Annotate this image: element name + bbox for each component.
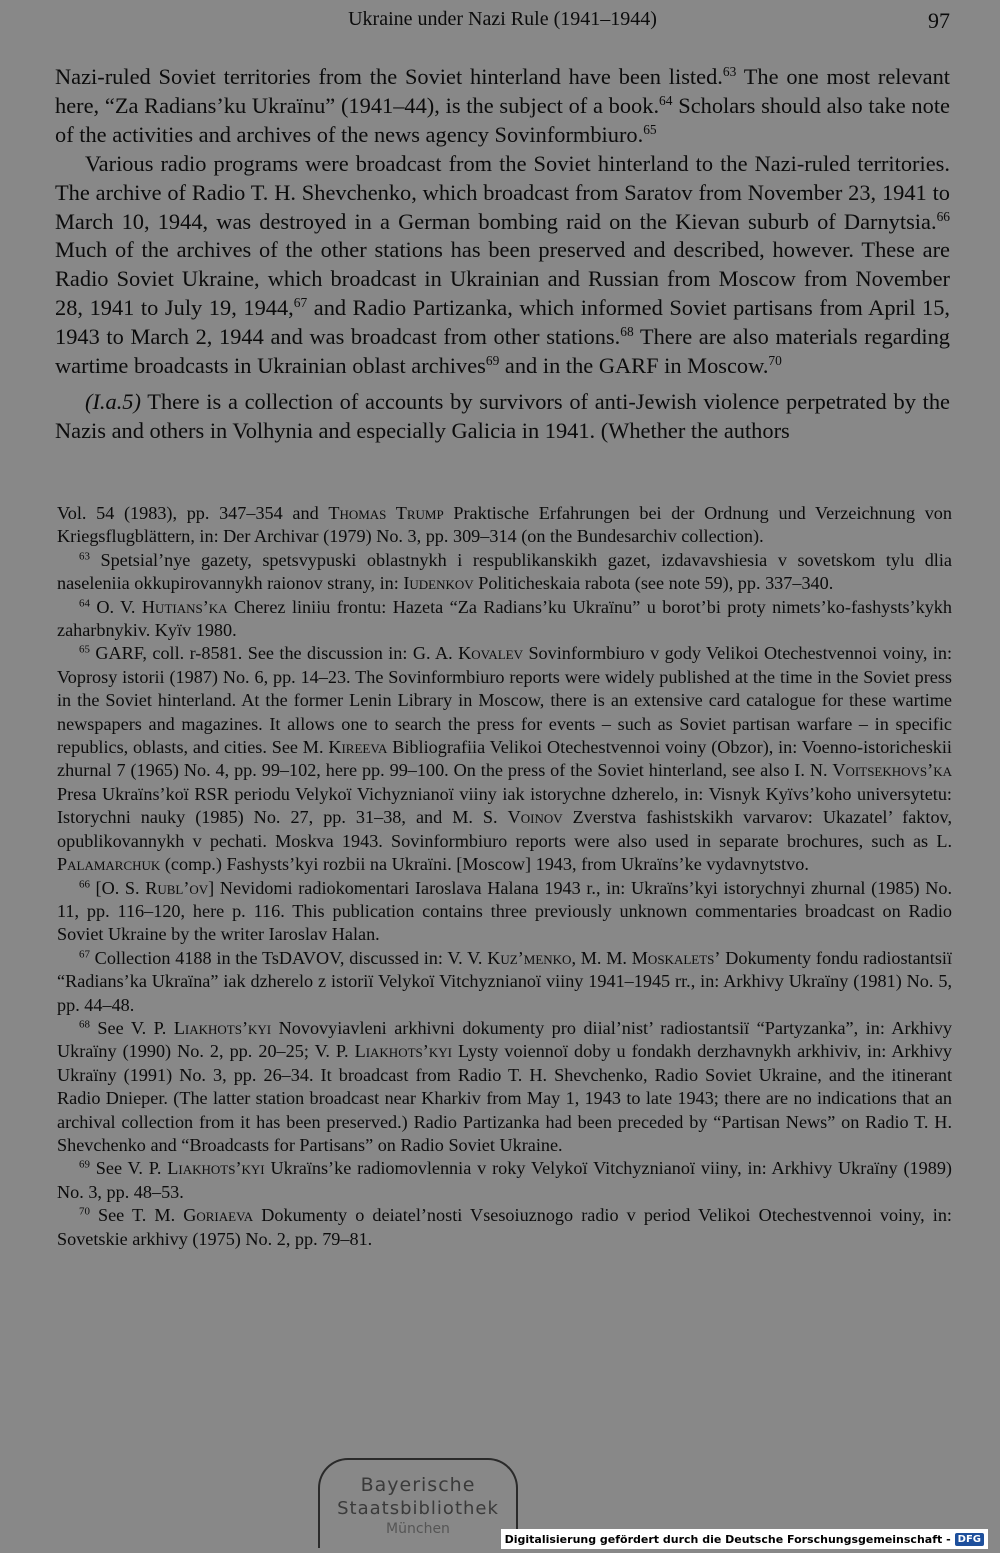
- stamp-line: Staatsbibliothek: [337, 1498, 499, 1519]
- text-span: Lysty voiennoï doby u fondakh derzhavnykh arkhiviv, in: Arkhivy Ukraïny (1991) No. 3, pp. 26–34. It broadcast from Radio T. H. Shevchenko, Radio Soviet Ukraine, and the itinerant Radio Dnieper. (The latter station broadcast near Kharkiv from May 1, 1943 to late 1943; there are no indications that an archival collection from it has been preserved.) Radio Partizanka had been preceded by “Partisan News” on Radio T. H. Shevchenko and “Broadcasts for Partisans” on Radio Soviet Ukraine.: [57, 1041, 952, 1155]
- note-ref: 67: [293, 295, 308, 311]
- text-span: GARF, coll. r-8581. See the discussion in: G. A.: [89, 643, 459, 664]
- text-span: Dokumenty fondu radiostantsiï “Radians’ka Ukraïna” iak dzherelo z istoriï Velykoï Vitchyznianoï viiny 1941–1945 rr., in: Arkhivy Ukraïny (1981) No. 5, pp. 44–48.: [57, 947, 952, 1015]
- author-name: Liakhots’kyi: [167, 1158, 265, 1179]
- text-span: The one most relevant here, “Za Radians’ku Ukraïnu” (1941–44), is the subject of a book.: [55, 64, 950, 118]
- text-span: Ukraïns’ke radiomovlennia v roky Velykoï Vitchyznianoï viiny, in: Arkhivy Ukraïny (1989) No. 3, pp. 48–53.: [57, 1158, 952, 1202]
- text-span: Bibliografiia Velikoi Otechestvennoi voiny (Obzor), in: Voenno-istoricheskii zhurnal 7 (1965) No. 4, pp. 99–102, here pp. 99–100. On the press of the Soviet hinterland, see also I. N.: [57, 737, 952, 781]
- footnote-number: 66: [79, 877, 90, 890]
- paragraph-2: [55, 150, 950, 381]
- footnote-number: 69: [79, 1158, 90, 1171]
- author-name: Kuz’menko: [487, 947, 572, 968]
- footnote-continuation: [57, 502, 952, 549]
- author-name: Liakhots’kyi: [354, 1041, 452, 1062]
- text-span: Sovinformbiuro v gody Velikoi Otechestvennoi voiny, in: Voprosy istorii (1987) No. 6, pp. 14–23. The Sovinformbiuro reports were widely published at the time in the Soviet press in the Soviet hinterland. At the former Lenin Library in Moscow, there is an extensive card catalogue for these wartime newspapers and magazines. It allows one to search the press for events – such as Soviet partisan warfare – in specific republics, oblasts, and cities. See M.: [57, 643, 953, 758]
- footnotes: [57, 502, 952, 1251]
- note-ref: 63: [722, 63, 737, 79]
- footnote-65: [57, 642, 952, 876]
- note-ref: 69: [485, 353, 500, 368]
- text-span: Much of the archives of the other stations has been preserved and described, however. These are Radio Soviet Ukraine, which broadcast in Ukrainian and Russian from Moscow from November 28, 1941 to July 19, 1944,: [55, 237, 950, 321]
- text-span: Various radio programs were broadcast from the Soviet hinterland to the Nazi-ruled territories. The archive of Radio T. H. Shevchenko, which broadcast from Saratov from November 23, 1941 to March 10, 1944, was destroyed in a German bombing raid on the Kievan suburb of Darnytsia.: [55, 150, 950, 234]
- text-span: See V. P.: [89, 1017, 174, 1038]
- author-name: Kireeva: [328, 737, 388, 758]
- text-span: Collection 4188 in the TsDAVOV, discussed in: V. V.: [89, 947, 488, 968]
- footnote-number: 68: [79, 1018, 90, 1031]
- text-span: O. V.: [89, 596, 142, 617]
- footnote-67: [57, 947, 952, 1017]
- text-span: See T. M.: [89, 1205, 184, 1226]
- text-span: (comp.) Fashysts’kyi rozbii na Ukraïni. [Moscow] 1943, from Ukraïns’ke vydavnytstvo.: [160, 854, 809, 875]
- note-ref: 66: [936, 208, 950, 224]
- text-span: There is a collection of accounts by survivors of anti-Jewish violence perpetrated by the Nazis and others in Volhynia and especially Galicia in 1941. (Whether the authors: [55, 388, 950, 443]
- paragraph-1: [55, 63, 950, 150]
- author-name: Liakhots’kyi: [173, 1017, 272, 1038]
- footnote-number: 64: [79, 597, 90, 610]
- footnote-64: [57, 596, 952, 643]
- text-span: and Radio Partizanka, which informed Soviet partisans from April 15, 1943 to March 2, 1944 and was broadcast from other stations.: [55, 295, 951, 350]
- author-name: Iudenkov: [403, 573, 474, 594]
- text-span: Novovyiavleni arkhivni dokumenty pro diial’nist’ radiostantsiï “Partyzanka”, in: Arkhivy Ukraïny (1990) No. 2, pp. 20–25; V. P.: [57, 1017, 952, 1062]
- text-span: Presa Ukraïns’koï RSR periodu Velykoï Vichyznianoï viiny iak istorychne dzherelo, in: Visnyk Kyïvs’koho universytetu: Istorychni nauky (1985) No. 27, pp. 31–38, and M. S.: [57, 783, 952, 828]
- section-label: (I.a.5): [85, 388, 141, 414]
- author-name: Rubl’ov: [145, 877, 209, 898]
- text-span: , M. M.: [571, 947, 632, 968]
- footnote-70: [57, 1204, 952, 1251]
- text-span: Politicheskaia rabota (see note 59), pp. 337–340.: [473, 573, 834, 594]
- page-number: 97: [928, 8, 950, 33]
- note-ref: 68: [620, 324, 634, 340]
- running-title: Ukraine under Nazi Rule (1941–1944): [348, 8, 657, 30]
- footnote-63: [57, 549, 952, 596]
- credit-text: Digitalisierung gefördert durch die Deutsche Forschungsgemeinschaft -: [504, 1532, 951, 1546]
- author-name: Voitsekhovs’ka: [832, 760, 952, 781]
- text-span: There are also materials regarding wartime broadcasts in Ukrainian oblast archives: [55, 324, 950, 379]
- library-stamp: [318, 1458, 518, 1548]
- stamp-line: München: [386, 1521, 450, 1537]
- stamp-line: Bayerische: [360, 1474, 476, 1496]
- author-name: Thomas Trump: [328, 503, 444, 523]
- text-span: Vol. 54 (1983), pp. 347–354 and: [57, 503, 329, 523]
- paragraph-3: [55, 388, 950, 446]
- author-name: Kovalev: [458, 643, 524, 664]
- footnote-number: 63: [79, 550, 90, 563]
- footnote-68: [57, 1017, 952, 1157]
- text-span: See V. P.: [89, 1158, 168, 1179]
- author-name: Goriaeva: [183, 1205, 254, 1226]
- footnote-number: 67: [79, 948, 90, 961]
- author-name: Voinov: [507, 807, 563, 828]
- main-text: [55, 63, 950, 446]
- note-ref: 70: [768, 353, 782, 368]
- footnote-69: [57, 1157, 952, 1204]
- author-name: Palamarchuk: [57, 854, 161, 875]
- text-span: Nazi-ruled Soviet territories from the Soviet hinterland have been listed.: [55, 64, 723, 89]
- text-span: Praktische Erfahrungen bei der Ordnung und Verzeichnung von Kriegsflugblättern, in: Der Archivar (1979) No. 3, pp. 309–314 (on the Bundesarchiv collection).: [57, 503, 952, 547]
- text-span: and in the GARF in Moscow.: [499, 353, 769, 379]
- footnote-number: 70: [79, 1205, 90, 1218]
- text-span: Cherez liniiu frontu: Hazeta “Za Radians’ku Ukraïnu” u borot’bi proty nimets’ko-fashysts’kykh zaharbnykiv. Kyïv 1980.: [57, 596, 952, 641]
- footnote-66: [57, 877, 952, 947]
- text-span: Scholars should also take note of the activities and archives of the news agency Sovinformbiuro.: [55, 92, 950, 147]
- footnote-number: 65: [79, 643, 90, 656]
- text-span: ] Nevidomi radiokomentari Iaroslava Halana 1943 r., in: Ukraïns’kyi istorychnyi zhurnal (1985) No. 11, pp. 116–120, here p. 116. This publication contains three previously unknown commentaries broadcast on Radio Soviet Ukraine by the writer Iaroslav Halan.: [57, 877, 952, 945]
- running-header: [55, 6, 950, 36]
- text-span: Zverstva fashistskikh varvarov: Ukazatel’ faktov, opublikovannykh v pechati. Moskva 1943. Sovinformbiuro reports were also used in separate brochures, such as L.: [57, 807, 952, 851]
- text-span: [O. S.: [89, 877, 146, 898]
- dfg-logo: DFG: [955, 1533, 984, 1546]
- digitization-credit: [501, 1529, 988, 1549]
- author-name: Moskalets’: [631, 947, 721, 968]
- note-ref: 64: [659, 92, 673, 108]
- text-span: Dokumenty o deiatel’nosti Vsesoiuznogo radio v period Velikoi Otechestvennoi voiny, in: Sovetskie arkhivy (1975) No. 2, pp. 79–81.: [57, 1205, 952, 1249]
- author-name: Hutians’ka: [141, 596, 228, 617]
- text-span: Spetsial’nye gazety, spetsvypuski oblastnykh i respublikanskikh gazet, izdavavshiesia v sovetskom tylu dlia naseleniia okkupirovannykh raionov strany, in:: [57, 549, 952, 594]
- note-ref: 65: [643, 121, 657, 137]
